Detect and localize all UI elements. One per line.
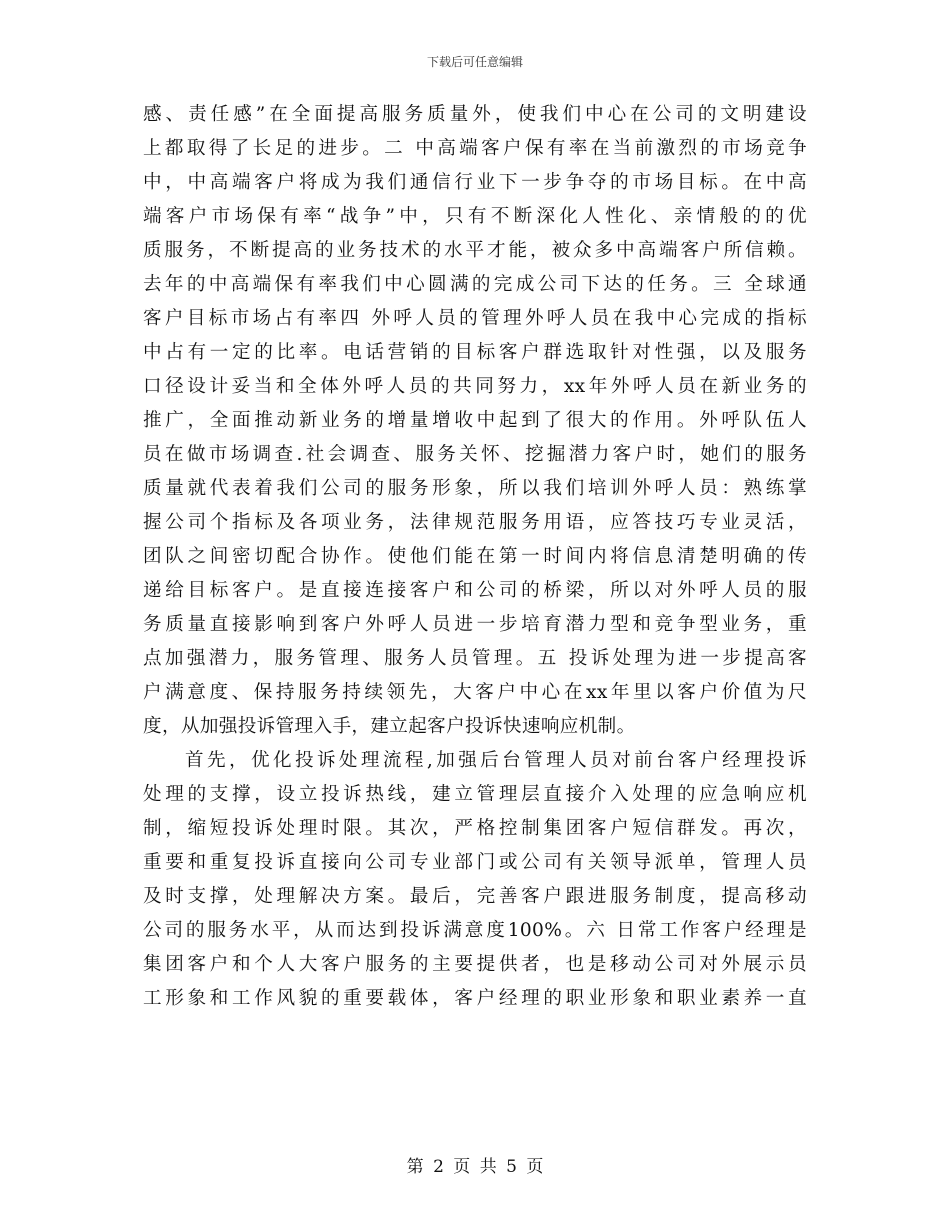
text-line: 中占有一定的比率。电话营销的目标客户群选取针对性强，以及服务 [143, 342, 807, 363]
text-line: 集团客户和个人大客户服务的主要提供者，也是移动公司对外展示员 [143, 954, 807, 975]
text-line: 去年的中高端保有率我们中心圆满的完成公司下达的任务。三 全球通 [143, 274, 807, 295]
text-line: 公司的服务水平，从而达到投诉满意度100%。六 日常工作客户经理是 [143, 920, 807, 941]
text-line: 度，从加强投诉管理入手，建立起客户投诉快速响应机制。 [143, 716, 636, 737]
text-line: 端客户市场保有率“战争”中，只有不断深化人性化、亲情般的的优 [143, 206, 807, 227]
text-line: 口径设计妥当和全体外呼人员的共同努力，xx年外呼人员在新业务的 [143, 376, 807, 397]
text-line: 质量就代表着我们公司的服务形象，所以我们培训外呼人员：熟练掌 [143, 478, 807, 499]
text-line: 首先，优化投诉处理流程,加强后台管理人员对前台客户经理投诉 [185, 750, 807, 771]
paragraph-1 [143, 98, 807, 744]
text-line: 团队之间密切配合协作。使他们能在第一时间内将信息清楚明确的传 [143, 546, 807, 567]
text-line: 处理的支撑，设立投诉热线，建立管理层直接介入处理的应急响应机 [143, 784, 807, 805]
paragraph-2 [143, 744, 807, 1016]
text-line: 工形象和工作风貌的重要载体，客户经理的职业形象和职业素养一直 [143, 988, 807, 1009]
text-line: 点加强潜力，服务管理、服务人员管理。五 投诉处理为进一步提高客 [143, 648, 807, 669]
document-body [143, 98, 807, 1016]
page-number: 第 2 页 共 5 页 [406, 1157, 544, 1177]
text-line: 及时支撑，处理解决方案。最后，完善客户跟进服务制度，提高移动 [143, 886, 807, 907]
text-line: 员在做市场调查.社会调查、服务关怀、挖掘潜力客户时，她们的服务 [143, 444, 807, 465]
text-line: 上都取得了长足的进步。二 中高端客户保有率在当前激烈的市场竞争 [143, 138, 807, 159]
page-header: 下载后可任意编辑 [426, 55, 523, 69]
text-line: 中，中高端客户将成为我们通信行业下一步争夺的市场目标。在中高 [143, 172, 807, 193]
text-line: 推广，全面推动新业务的增量增收中起到了很大的作用。外呼队伍人 [143, 410, 807, 431]
text-line: 客户目标市场占有率四 外呼人员的管理外呼人员在我中心完成的指标 [143, 308, 807, 329]
text-line: 感、责任感”在全面提高服务质量外，使我们中心在公司的文明建设 [143, 104, 807, 125]
text-line: 握公司个指标及各项业务，法律规范服务用语，应答技巧专业灵活， [143, 512, 807, 533]
text-line: 递给目标客户。是直接连接客户和公司的桥梁，所以对外呼人员的服 [143, 580, 807, 601]
text-line: 制，缩短投诉处理时限。其次，严格控制集团客户短信群发。再次， [143, 818, 807, 839]
text-line: 质服务，不断提高的业务技术的水平才能，被众多中高端客户所信赖。 [143, 240, 807, 261]
text-line: 户满意度、保持服务持续领先，大客户中心在xx年里以客户价值为尺 [143, 682, 807, 703]
text-line: 重要和重复投诉直接向公司专业部门或公司有关领导派单，管理人员 [143, 852, 807, 873]
text-line: 务质量直接影响到客户外呼人员进一步培育潜力型和竞争型业务，重 [143, 614, 807, 635]
